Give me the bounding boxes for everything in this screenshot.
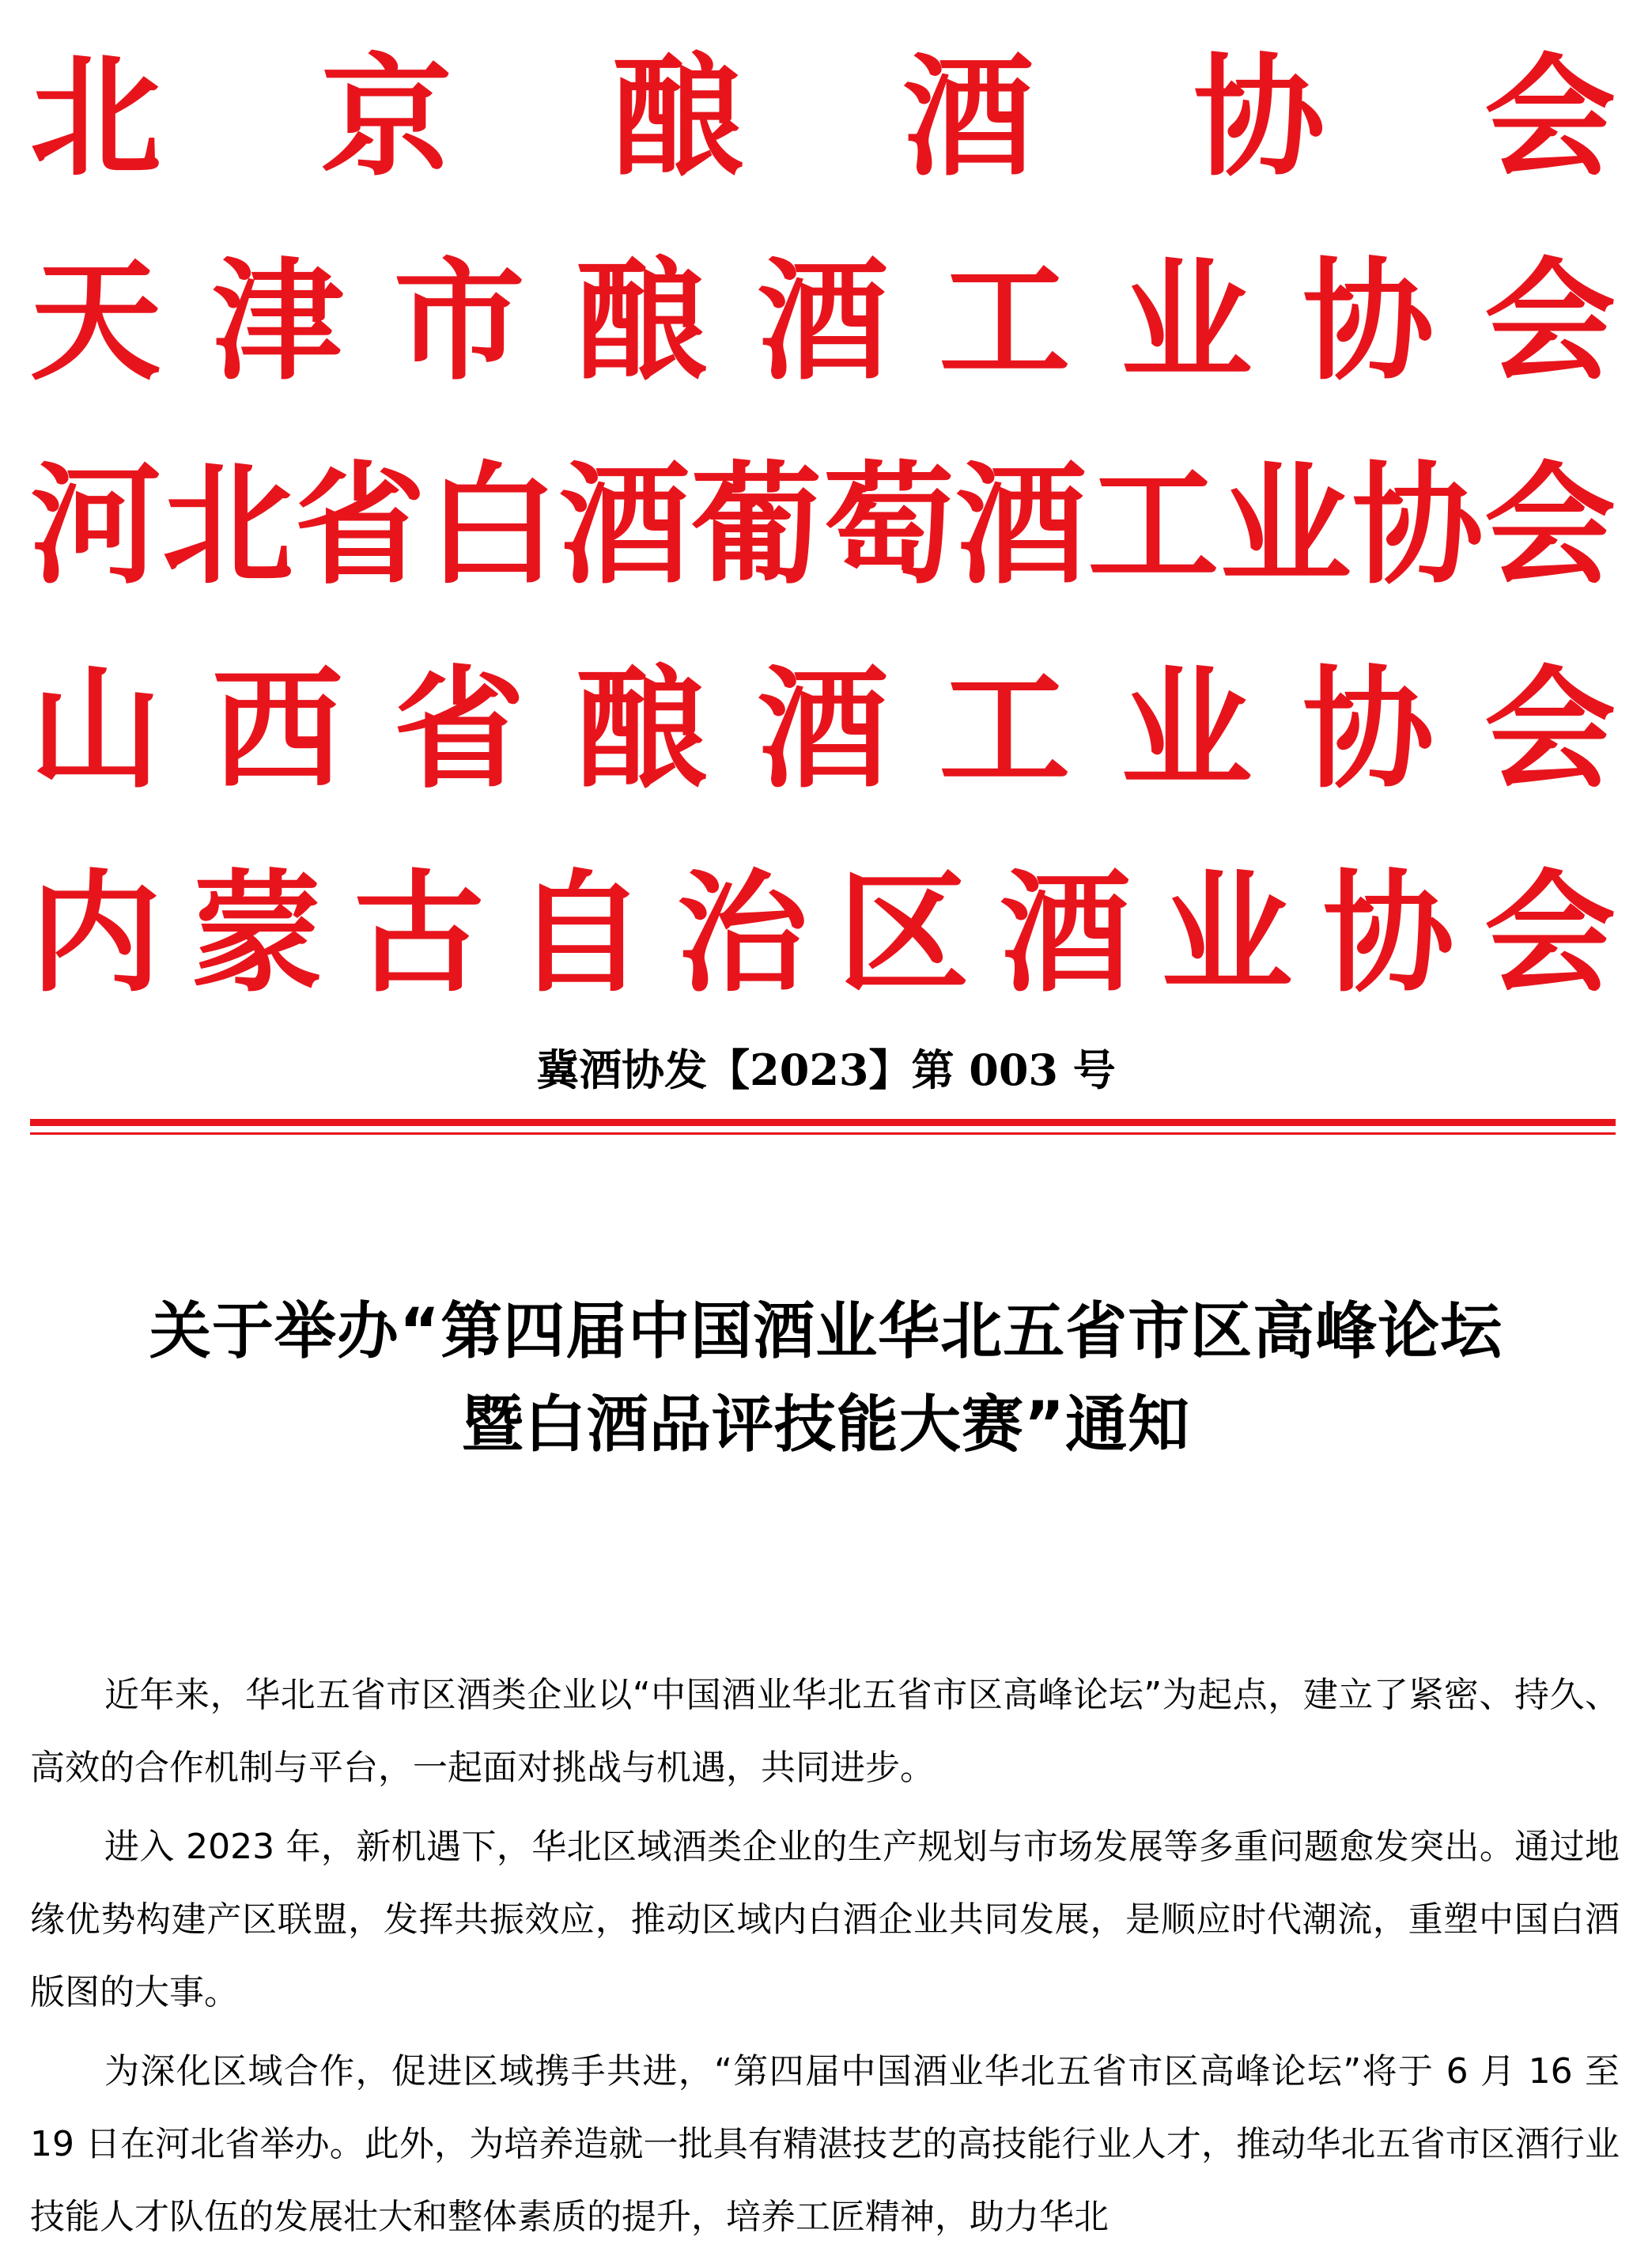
- org-name-2: [30, 424, 1616, 628]
- org-name-char: 业: [1161, 856, 1293, 1011]
- org-name-char: 酿: [611, 40, 743, 195]
- org-name-char: 会: [1484, 448, 1616, 603]
- org-name-4: [30, 832, 1616, 1036]
- org-name-char: 会: [1484, 652, 1616, 807]
- org-name-char: 省: [393, 652, 525, 807]
- letterhead-divider-thin: [30, 1132, 1616, 1135]
- org-name-char: 酒: [955, 448, 1087, 603]
- org-name-char: 北: [30, 40, 161, 195]
- org-name-char: 会: [1484, 856, 1616, 1011]
- org-name-char: 协: [1302, 652, 1435, 807]
- org-name-char: 工: [939, 244, 1071, 399]
- org-name-char: 协: [1351, 448, 1484, 603]
- org-name-char: 酒: [757, 244, 889, 399]
- org-name-char: 酒: [999, 856, 1131, 1011]
- letterhead-organizations: [30, 16, 1616, 1036]
- org-name-char: 业: [1121, 652, 1253, 807]
- org-name-char: 协: [1302, 244, 1435, 399]
- body-paragraph-1: 近年来，华北五省市区酒类企业以“中国酒业华北五省市区高峰论坛”为起点，建立了紧密、持久、高效的合作机制与平台，一起面对挑战与机遇，共同进步。: [30, 1675, 1620, 1788]
- org-name-char: 会: [1484, 40, 1616, 195]
- org-name-char: 酒: [558, 448, 690, 603]
- org-name-char: 自: [514, 856, 646, 1011]
- org-name-char: 内: [30, 856, 161, 1011]
- notice-title-line-1: 关于举办“第四届中国酒业华北五省市区高峰论坛: [149, 1296, 1503, 1367]
- org-name-char: 酿: [575, 652, 707, 807]
- org-name-char: 葡: [690, 448, 822, 603]
- org-name-char: 市: [393, 244, 525, 399]
- org-name-char: 天: [30, 244, 161, 399]
- org-name-char: 酒: [902, 40, 1034, 195]
- org-name-char: 蒙: [191, 856, 323, 1011]
- notice-title-line-2: 暨白酒品评技能大赛”通知: [461, 1389, 1191, 1461]
- org-name-char: 业: [1219, 448, 1351, 603]
- org-name-char: 业: [1121, 244, 1253, 399]
- org-name-0: [30, 16, 1616, 220]
- org-name-char: 区: [837, 856, 970, 1011]
- org-name-char: 河: [30, 448, 161, 603]
- org-name-char: 山: [30, 652, 161, 807]
- org-name-char: 酿: [575, 244, 707, 399]
- notice-title: [16, 1285, 1636, 1472]
- org-name-char: 协: [1322, 856, 1454, 1011]
- org-name-char: 京: [320, 40, 452, 195]
- body-paragraph-3: 为深化区域合作，促进区域携手共进，“第四届中国酒业华北五省市区高峰论坛”将于 6 月 16 至 19 日在河北省举办。此外，为培养造就一批具有精湛技艺的高技能行业人才，推动华北五省市区酒行业技能人才队伍的发展壮大和整体素质的提升，培养工匠精神，助力华北: [30, 2051, 1620, 2237]
- org-name-char: 北: [162, 448, 294, 603]
- document-number: 冀酒协发【2023】第 003 号: [536, 1045, 1116, 1095]
- org-name-char: 萄: [823, 448, 955, 603]
- org-name-char: 西: [211, 652, 343, 807]
- notice-body: [30, 1659, 1620, 2260]
- org-name-char: 酒: [757, 652, 889, 807]
- body-paragraph-2: 进入 2023 年，新机遇下，华北区域酒类企业的生产规划与市场发展等多重问题愈发突出。通过地缘优势构建产区联盟，发挥共振效应，推动区域内白酒企业共同发展，是顺应时代潮流，重塑中国白酒版图的大事。: [30, 1827, 1620, 2012]
- org-name-3: [30, 628, 1616, 832]
- org-name-char: 津: [211, 244, 343, 399]
- org-name-char: 省: [294, 448, 426, 603]
- org-name-char: 会: [1484, 244, 1616, 399]
- letterhead-divider-thick: [30, 1119, 1616, 1126]
- org-name-char: 白: [426, 448, 558, 603]
- org-name-char: 工: [1087, 448, 1219, 603]
- org-name-1: [30, 220, 1616, 424]
- org-name-char: 治: [676, 856, 808, 1011]
- org-name-char: 古: [353, 856, 485, 1011]
- org-name-char: 协: [1193, 40, 1325, 195]
- org-name-char: 工: [939, 652, 1071, 807]
